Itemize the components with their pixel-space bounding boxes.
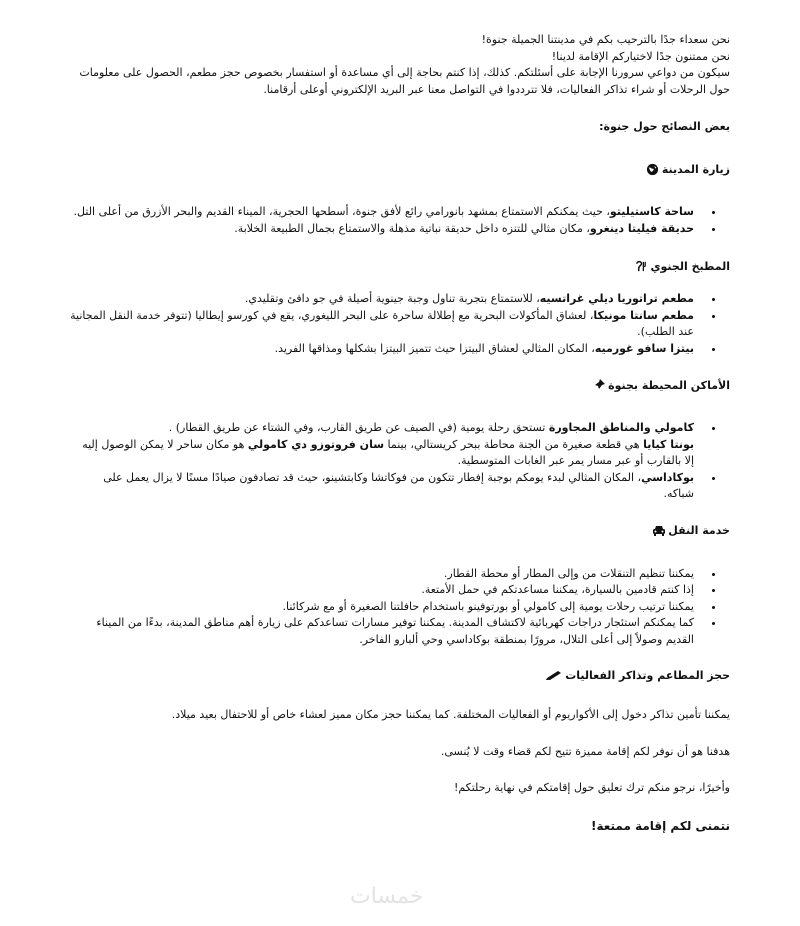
item-text: ، حيث يمكنكم الاستمتاع بمشهد بانورامي رائع لأفق جنوة، أسطحها الحجرية، الميناء القديم والبحر الأزرق من أعلى التل. xyxy=(73,205,610,218)
car-icon xyxy=(652,524,666,538)
item-bold: بوكاداسي xyxy=(641,470,694,484)
document-page xyxy=(70,0,730,833)
list-item xyxy=(70,470,702,503)
list-item xyxy=(70,341,702,358)
booking-paragraph: يمكننا تأمين تذاكر دخول إلى الأكواريوم أو الفعاليات المختلفة. كما يمكننا حجز مكان مميز لعشاء خاص أو للاحتفال بعيد ميلاد. xyxy=(171,708,730,721)
section-city-title xyxy=(70,162,730,176)
item-bold: مطعم تراتوريا ديلي غراتسيه xyxy=(539,292,694,305)
intro-block xyxy=(70,32,730,98)
feedback-paragraph: وأخيرًا، نرجو منكم ترك تعليق حول إقامتكم في نهاية رحلتكم! xyxy=(453,781,730,794)
pin-icon xyxy=(592,378,606,392)
item-bold: بيتزا سافو غورميه xyxy=(594,341,694,355)
section-transport-label: خدمة النقل xyxy=(668,524,730,537)
food-icon xyxy=(634,259,648,273)
closing-line: نتمنى لكم إقامة ممتعة! xyxy=(591,818,730,833)
goal-paragraph: هدفنا هو أن نوفر لكم إقامة مميزة تتيح لكم قضاء وقت لا يُنسى. xyxy=(440,744,730,758)
globe-icon xyxy=(646,162,660,176)
item-text: ، المكان المثالي لبدء يومكم بوجبة إفطار تتكون من فوكاتشا وكابتشينو، حيث قد تصادفون صيادًا مسنًا لا يزال يعمل على شباكه. xyxy=(103,470,694,500)
list-item: • يمكننا تنظيم التنقلات من وإلى المطار أو محطة القطار. xyxy=(70,566,702,583)
list-item xyxy=(70,204,702,221)
tips-heading: بعض النصائح حول جنوة: xyxy=(599,120,730,133)
list-item: • إذا كنتم قادمين بالسيارة، يمكننا مساعدتكم في حمل الأمتعة. xyxy=(70,582,702,599)
item-text: هو مكان ساحر لا يمكن الوصول إليه إلا بالقارب أو عبر مسار يمر عبر الغابات المتوسطية. xyxy=(82,437,694,467)
intro-line-2: نحن ممتنون جدًا لاختياركم الإقامة لدينا! xyxy=(551,49,730,63)
intro-line-3: سيكون من دواعي سرورنا الإجابة على أسئلتكم. كذلك، إذا كنتم بحاجة إلى أي مساعدة أو استفسار بخصوص حجز مطعم، الحصول على معلومات حول الرحلات أو شراء تذاكر الفعاليات، فلا تترددوا في التواصل معنا عبر البريد الإلكتروني أوعلى أرقامنا. xyxy=(79,66,730,96)
item-text: ، مكان مثالي للتنزه داخل حديقة نباتية مذهلة والاستمتاع بجمال الطبيعة الخلابة. xyxy=(234,221,590,235)
section-cuisine-label: المطبخ الجنوي xyxy=(650,259,730,273)
list-item xyxy=(70,308,702,341)
section-nearby-title xyxy=(70,378,730,392)
section-booking-label: حجز المطاعم وتذاكر الفعاليات xyxy=(565,668,730,682)
item-text: ، لعشاق المأكولات البحرية مع إطلالة ساحرة على البحر الليغوري، يقع في كورسو إيطاليا (تتوفر خدمة النقل المجانية عند الطلب). xyxy=(70,308,694,338)
section-booking-title xyxy=(70,668,730,682)
list-item xyxy=(70,291,702,308)
item-bold: كامولي والمناطق المجاورة xyxy=(548,421,694,434)
item-bold: مطعم سانتا مونيكا xyxy=(593,308,694,322)
item-bold: حديقة فيليتا دينغرو xyxy=(589,221,694,235)
item-text: هي قطعة صغيرة من الجنة محاطة ببحر كريستالي، بينما xyxy=(384,437,644,451)
section-city-label: زيارة المدينة xyxy=(661,162,730,176)
section-city-list xyxy=(70,204,730,237)
item-bold: سان فروتوزو دي كامولي xyxy=(247,437,385,451)
list-item xyxy=(70,420,702,470)
list-item xyxy=(70,221,702,238)
item-text: تستحق رحلة يومية (في الصيف عن طريق القارب، وفي الشتاء عن طريق القطار) . xyxy=(168,421,549,434)
watermark-logo: خمسات xyxy=(350,884,424,909)
item-text: ، للاستمتاع بتجربة تناول وجبة جينوية أصيلة في جو دافئ وتقليدي. xyxy=(244,292,540,305)
list-item: • يمكننا ترتيب رحلات يومية إلى كامولي أو بورتوفينو باستخدام حافلتنا الصغيرة أو مع شركائنا. xyxy=(70,599,702,616)
list-item: • كما يمكنكم استئجار دراجات كهربائية لاكتشاف المدينة. يمكننا توفير مسارات تساعدكم على زيارة أهم مناطق المدينة، بدءًا من الميناء القديم وصولاً إلى أعلى التلال، مرورًا بمنطقة بوكاداسي وحي ألبارو الفاخر. xyxy=(70,615,702,648)
section-transport-title xyxy=(70,524,730,538)
section-nearby-label: الأماكن المحيطة بجنوة xyxy=(608,378,730,392)
item-bold: بونتا كيايا xyxy=(643,437,694,451)
item-text: ، المكان المثالي لعشاق البيتزا حيث تتميز البيتزا بشكلها ومذاقها الفريد. xyxy=(274,341,595,355)
section-cuisine-title xyxy=(70,259,730,273)
section-cuisine-list xyxy=(70,291,730,357)
ticket-icon xyxy=(545,668,563,682)
item-bold: ساحة كاستيليتو xyxy=(609,205,694,218)
section-transport-list xyxy=(70,566,730,649)
section-nearby-list xyxy=(70,420,730,503)
intro-line-1: نحن سعداء جدًا بالترحيب بكم في مدينتنا الجميلة جنوة! xyxy=(481,33,730,46)
